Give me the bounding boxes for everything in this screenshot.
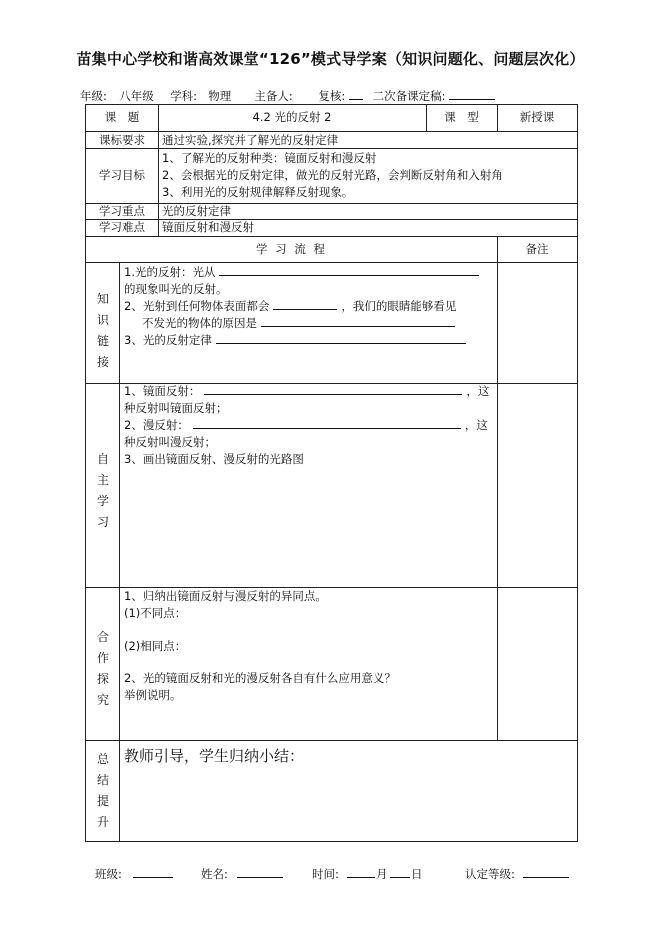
blank-field[interactable] bbox=[261, 316, 455, 327]
row-divider bbox=[86, 262, 577, 263]
knowledge-line-2: 的现象叫光的反射。 bbox=[124, 282, 228, 296]
type-value: 新授课 bbox=[519, 110, 555, 124]
remark-header: 备注 bbox=[525, 242, 549, 256]
cooperation-label: 合 作 探 究 bbox=[96, 630, 109, 707]
blank-field[interactable] bbox=[204, 384, 462, 395]
second-edit-field[interactable] bbox=[449, 99, 495, 100]
blank-field[interactable] bbox=[273, 299, 337, 310]
document-title: 苗集中心学校和谐高效课堂“126”模式导学案（知识问题化、问题层次化） bbox=[76, 50, 585, 68]
class-field[interactable] bbox=[133, 866, 173, 878]
row-divider bbox=[86, 203, 577, 204]
knowledge-line-3: 2、光射到任何物体表面都会 ，我们的眼睛能够看见 bbox=[124, 299, 457, 313]
row-divider bbox=[86, 740, 577, 741]
self-study-line-3: 2、漫反射： ，这 bbox=[124, 418, 488, 432]
grade-value[interactable]: 八年级 bbox=[111, 88, 163, 105]
objectives-label: 学习目标 bbox=[99, 168, 145, 182]
cooperation-line-1: 1、归纳出镜面反射与漫反射的异同点。 bbox=[124, 589, 327, 603]
col-divider bbox=[497, 236, 498, 741]
standard-value: 通过实验,探究并了解光的反射定律 bbox=[162, 133, 339, 147]
reviewer-label: 复核: bbox=[318, 89, 346, 103]
topic-value: 4.2 光的反射 2 bbox=[252, 110, 332, 124]
class-label: 班级: bbox=[95, 867, 122, 881]
summary-label: 总 结 提 升 bbox=[96, 752, 109, 829]
row-divider bbox=[86, 236, 577, 237]
knowledge-label: 知 识 链 接 bbox=[96, 292, 109, 369]
preparer-label: 主备人: bbox=[254, 89, 293, 103]
summary-text: 教师引导，学生归纳小结： bbox=[124, 747, 305, 765]
self-study-line-5: 3、画出镜面反射、漫反射的光路图 bbox=[124, 452, 304, 466]
key-point-value: 光的反射定律 bbox=[162, 204, 231, 218]
blank-field[interactable] bbox=[193, 418, 461, 429]
blank-field[interactable] bbox=[216, 333, 466, 344]
objective-item: 3、利用光的反射规律解释反射现象。 bbox=[162, 185, 354, 199]
row-divider bbox=[86, 587, 577, 588]
row-divider bbox=[86, 148, 577, 149]
self-study-line-4: 种反射叫漫反射； bbox=[124, 435, 216, 449]
knowledge-line-5: 3、光的反射定律 bbox=[124, 333, 466, 348]
col-divider bbox=[119, 262, 120, 842]
subject-label: 学科: bbox=[170, 89, 198, 103]
flow-header: 学 习 流 程 bbox=[256, 242, 327, 256]
difficulty-value: 镜面反射和漫反射 bbox=[162, 220, 254, 234]
month-label: 月 bbox=[376, 867, 388, 881]
name-field[interactable] bbox=[237, 866, 283, 878]
difficulty-label: 学习难点 bbox=[99, 220, 145, 234]
cooperation-line-2: (1)不同点： bbox=[124, 606, 187, 620]
blank-field[interactable] bbox=[219, 265, 479, 276]
topic-label: 课 题 bbox=[104, 110, 140, 124]
grade-label: 年级: bbox=[80, 89, 107, 103]
subject-value[interactable]: 物理 bbox=[201, 88, 239, 105]
key-point-label: 学习重点 bbox=[99, 204, 145, 218]
info-line bbox=[80, 88, 495, 105]
objective-item: 2、会根据光的反射定律，做光的反射光路，会判断反射角和入射角 bbox=[162, 168, 503, 182]
self-study-line-1: 1、镜面反射： ，这 bbox=[124, 384, 490, 398]
cooperation-line-4: 2、光的镜面反射和光的漫反射各自有什么应用意义？ bbox=[124, 671, 396, 685]
row-divider bbox=[86, 219, 577, 220]
row-divider bbox=[86, 131, 577, 132]
lesson-table bbox=[85, 104, 578, 842]
reviewer-field[interactable] bbox=[349, 99, 363, 100]
level-field[interactable] bbox=[523, 866, 569, 878]
knowledge-line-4: 不发光的物体的原因是 bbox=[142, 316, 455, 331]
knowledge-line-1: 1.光的反射：光从 bbox=[124, 265, 479, 280]
cooperation-line-3: (2)相同点： bbox=[124, 639, 187, 653]
objective-item: 1、了解光的反射种类：镜面反射和漫反射 bbox=[162, 151, 377, 165]
level-label: 认定等级: bbox=[465, 867, 515, 881]
second-edit-label: 二次备课定稿: bbox=[372, 89, 446, 103]
name-label: 姓名: bbox=[201, 867, 228, 881]
self-study-label: 自 主 学 习 bbox=[96, 452, 109, 529]
type-label: 课 型 bbox=[444, 110, 479, 124]
time-label: 时间: bbox=[312, 867, 339, 881]
standard-label: 课标要求 bbox=[99, 133, 145, 147]
month-field[interactable] bbox=[347, 866, 375, 878]
day-label: 日 bbox=[411, 867, 423, 881]
cooperation-line-5: 举例说明。 bbox=[124, 688, 182, 702]
day-field[interactable] bbox=[390, 866, 410, 878]
self-study-line-2: 种反射叫镜面反射； bbox=[124, 401, 228, 415]
